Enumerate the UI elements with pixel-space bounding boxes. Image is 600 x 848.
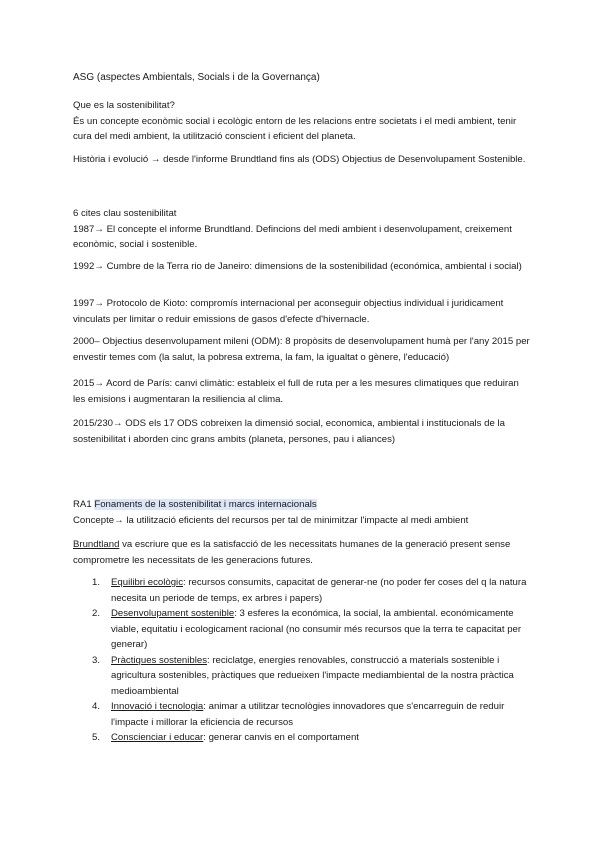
ra1-title: Fonaments de la sostenibilitat i marcs internacionals [94, 499, 317, 510]
key-date-item: 1987→ El concepte el informe Brundtland. Defincions del medi ambient i desenvolupament, creixement econòmic, social i sostenible. [73, 223, 512, 250]
ra1-prefix: RA1 [73, 499, 95, 510]
key-date-item: 2000– Objectius desenvolupament mileni (ODM): 8 propòsits de desenvolupament humà per l'any 2015 per envestir temes com (la salut, la pobresa extrema, la fam, la igualtat o gènere, l'educació) [73, 336, 530, 363]
list-number: 4. [92, 701, 101, 712]
definition-text: És un concepte econòmic social i ecològic entorn de les relacions entre societats i el medi ambient, tenir cura del medi ambient, la utilització conscient i eficient del planeta. [73, 115, 517, 142]
ra1-concept: Concepte→ la utilització eficients del recursos per tal de minimitzar l'impacte al medi ambient [73, 514, 469, 526]
brundtland-text: va escriure que es la satisfacció de les necessitats humanes de la generació present sense comprometre les necessitats de les generacions futures. [73, 539, 511, 566]
key-dates-section [73, 206, 533, 253]
list-number: 5. [92, 732, 101, 743]
list-item [73, 699, 533, 730]
list-term: Conscienciar i educar [111, 732, 204, 743]
key-date-item: 2015→ Acord de París: canvi climàtic: estableix el full de ruta per a les mesures climatiques que reduiran les emisions i augmentaran la resiliencia al clima. [73, 378, 519, 405]
list-text: : 3 esferes la económica, la social, la ambiental. económicamente viable, equitatiu i ecologicament racional (no consumir més recursos que la terra te capacitat per generar) [111, 608, 522, 650]
list-number: 2. [92, 608, 101, 619]
list-item [73, 730, 533, 746]
list-number: 1. [92, 577, 101, 588]
list-term: Desenvolupament sostenible [111, 608, 235, 619]
brundtland-term: Brundtland [73, 539, 120, 550]
principles-list [73, 575, 533, 746]
brundtland-paragraph [73, 537, 533, 568]
document-title: ASG (aspectes Ambientals, Socials i de la Governança) [73, 72, 320, 83]
definition-section [73, 98, 533, 145]
list-item [73, 653, 533, 700]
list-item [73, 606, 533, 653]
list-text: : recursos consumits, capacitat de generar-ne (no poder fer coses del q la natura necesita un periode de temps, ex arbres i papers) [111, 577, 527, 604]
key-date-item: 1992→ Cumbre de la Terra rio de Janeiro: dimensions de la sostenibilidad (económica, ambiental i social) [73, 261, 522, 272]
key-dates-heading: 6 cites clau sostenibilitat [73, 208, 177, 219]
history-paragraph: Història i evolució → desde l'informe Brundtland fins als (ODS) Objectius de Desenvolupament Sostenible. [73, 154, 526, 165]
ra1-heading [73, 497, 533, 513]
list-number: 3. [92, 654, 101, 666]
ra1-section [73, 497, 533, 528]
list-text: : generar canvis en el comportament [203, 732, 359, 743]
key-date-item: 2015/230→ ODS els 17 ODS cobreixen la dimensió social, economica, ambiental i institucionals de la sostenibilitat i aborden cinc grans ambits (planeta, persones, pau i aliances) [73, 418, 505, 445]
definition-heading: Que es la sostenibilitat? [73, 100, 175, 111]
list-text: : animar a utilitzar tecnològies innovadores que s'encarreguin de reduir l'impacte i millorar la eficiencia de recursos [111, 701, 505, 728]
key-date-item: 1997→ Protocolo de Kioto: compromís internacional per aconseguir objectius individual i juridicament vinculats per limitar o reduir emissions de gasos d'efecte d'hivernacle. [73, 298, 504, 325]
list-text: : reciclatge, energies renovables, construcció a materials sostenible i agricultura sostenibles, pràctiques que redueixen l'impacte mediambiental de la nostra pràctica medioambiental [111, 654, 514, 697]
list-item [73, 575, 533, 606]
list-term: Innovació i tecnologia [111, 701, 204, 712]
list-term: Pràctiques sostenibles [111, 654, 207, 666]
list-term: Equilibri ecològic [111, 577, 183, 588]
